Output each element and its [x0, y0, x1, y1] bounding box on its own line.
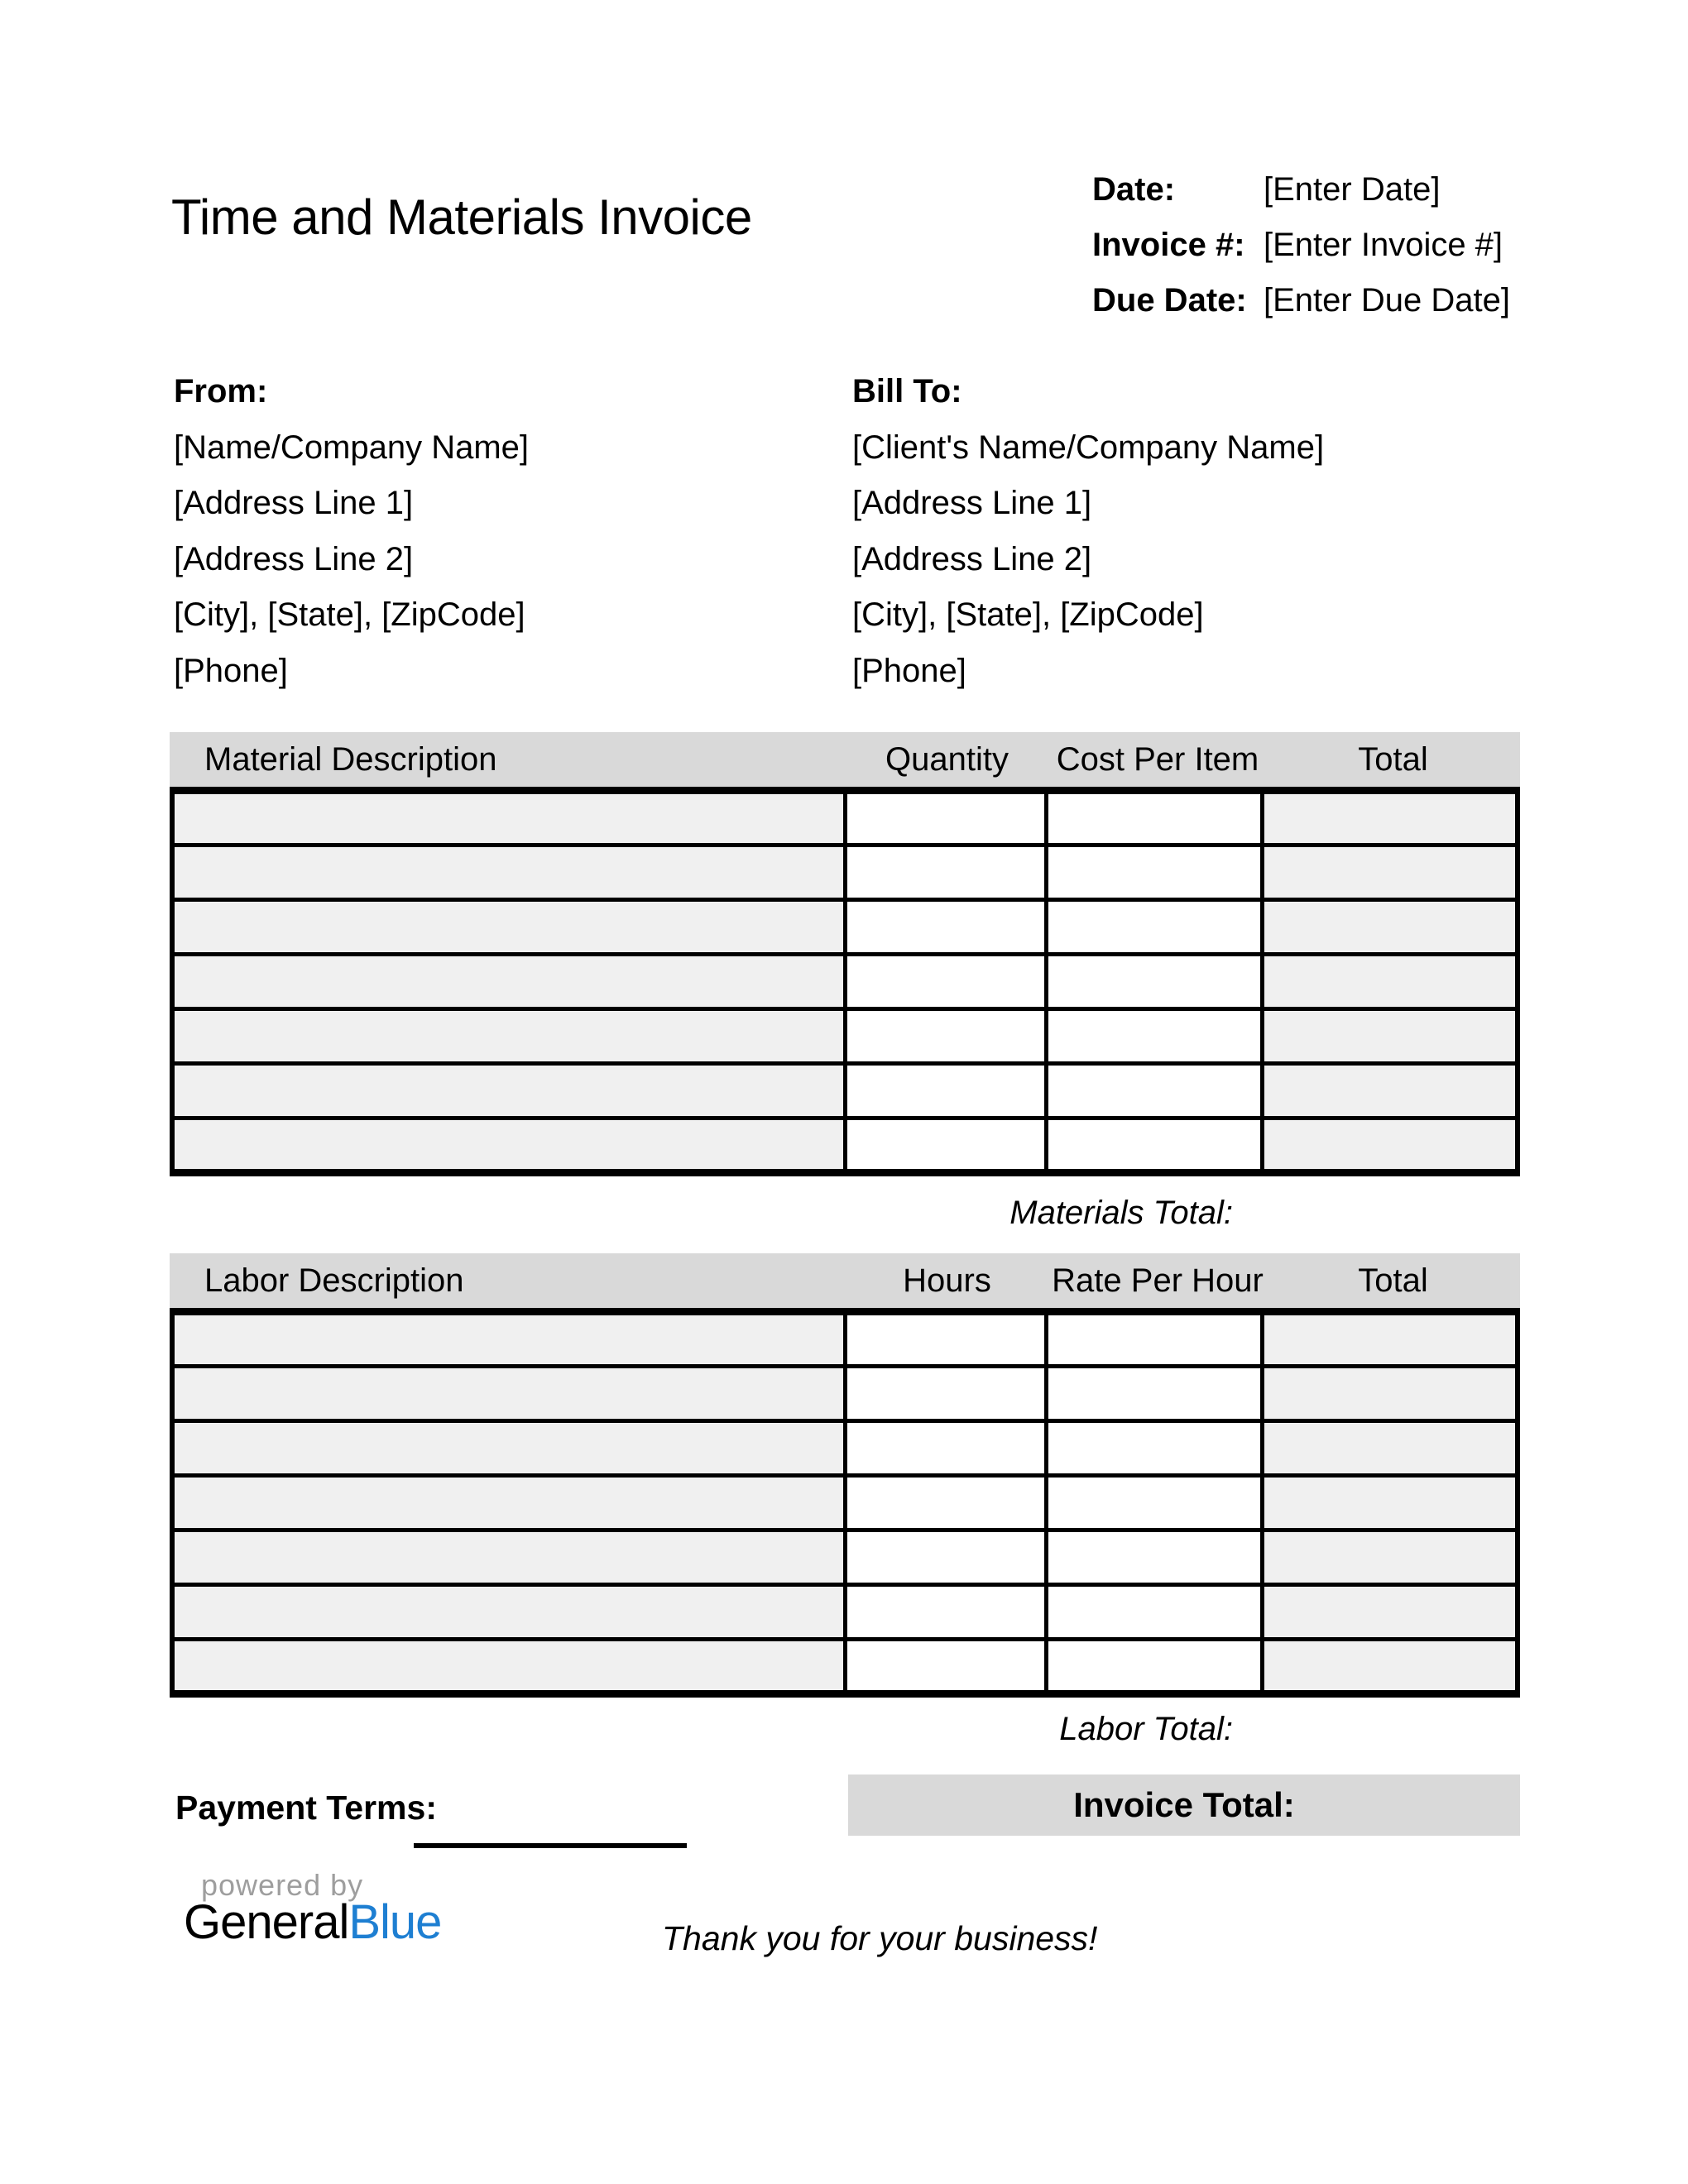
- due-date-field[interactable]: [Enter Due Date]: [1264, 282, 1510, 318]
- payment-terms-label: Payment Terms:: [175, 1788, 437, 1827]
- table-cell[interactable]: [845, 1640, 1047, 1694]
- table-cell[interactable]: [1262, 1312, 1518, 1367]
- table-cell[interactable]: [172, 845, 845, 900]
- table-cell[interactable]: [1047, 1312, 1262, 1367]
- invoice-total-box[interactable]: [848, 1774, 1520, 1836]
- column-header-material-description: Material Description: [204, 740, 497, 778]
- table-row: [172, 1118, 1518, 1173]
- meta-row-date: [1092, 162, 1622, 218]
- invoice-total-label: Invoice Total:: [1073, 1785, 1295, 1824]
- table-row: [172, 1476, 1518, 1530]
- materials-grid: [170, 787, 1520, 1176]
- table-cell[interactable]: [845, 1118, 1047, 1173]
- table-cell[interactable]: [172, 1476, 845, 1530]
- payment-terms-fill-line[interactable]: [414, 1843, 687, 1848]
- labor-table: [170, 1253, 1520, 1698]
- table-cell[interactable]: [1047, 1640, 1262, 1694]
- labor-table-header: [170, 1253, 1520, 1308]
- table-cell[interactable]: [845, 1064, 1047, 1118]
- table-cell[interactable]: [1262, 1009, 1518, 1064]
- table-cell[interactable]: [845, 955, 1047, 1009]
- meta-row-due-date: [1092, 273, 1622, 328]
- column-header-quantity: Quantity: [885, 740, 1009, 778]
- table-cell[interactable]: [172, 1312, 845, 1367]
- table-cell[interactable]: [1262, 1421, 1518, 1476]
- table-cell[interactable]: [172, 1585, 845, 1640]
- table-cell[interactable]: [1262, 955, 1518, 1009]
- table-cell[interactable]: [1047, 791, 1262, 845]
- labor-grid: [170, 1308, 1520, 1698]
- table-cell[interactable]: [845, 1476, 1047, 1530]
- table-cell[interactable]: [845, 1421, 1047, 1476]
- table-cell[interactable]: [1262, 1640, 1518, 1694]
- table-cell[interactable]: [1047, 1421, 1262, 1476]
- invoice-meta: [1092, 162, 1622, 328]
- table-row: [172, 845, 1518, 900]
- bill-to-address1-field[interactable]: [Address Line 1]: [852, 485, 1092, 522]
- bill-to-address2-field[interactable]: [Address Line 2]: [852, 540, 1092, 577]
- table-cell[interactable]: [1262, 791, 1518, 845]
- column-header-rate-per-hour: Rate Per Hour: [1052, 1262, 1264, 1299]
- from-phone-field[interactable]: [Phone]: [174, 652, 288, 689]
- table-cell[interactable]: [845, 1367, 1047, 1421]
- general-blue-logo: [184, 1894, 441, 1950]
- table-cell[interactable]: [1047, 1585, 1262, 1640]
- table-row: [172, 1009, 1518, 1064]
- powered-by-text: powered by: [201, 1868, 364, 1902]
- meta-row-invoice-number: [1092, 218, 1622, 273]
- table-row: [172, 955, 1518, 1009]
- labor-total-label: Labor Total:: [1059, 1711, 1233, 1747]
- from-city-state-zip-field[interactable]: [City], [State], [ZipCode]: [174, 596, 525, 634]
- table-row: [172, 1064, 1518, 1118]
- from-block: [174, 364, 827, 699]
- table-cell[interactable]: [1262, 1476, 1518, 1530]
- table-cell[interactable]: [172, 1530, 845, 1585]
- table-cell[interactable]: [845, 845, 1047, 900]
- table-cell[interactable]: [1262, 900, 1518, 955]
- table-cell[interactable]: [845, 1585, 1047, 1640]
- table-cell[interactable]: [1047, 955, 1262, 1009]
- table-row: [172, 1312, 1518, 1367]
- bill-to-name-field[interactable]: [Client's Name/Company Name]: [852, 429, 1325, 466]
- table-cell[interactable]: [845, 900, 1047, 955]
- from-name-field[interactable]: [Name/Company Name]: [174, 429, 530, 466]
- thank-you-message: Thank you for your business!: [662, 1919, 1098, 1957]
- page-title: Time and Materials Invoice: [171, 189, 752, 245]
- table-cell[interactable]: [845, 791, 1047, 845]
- table-cell[interactable]: [845, 1312, 1047, 1367]
- materials-table: [170, 732, 1520, 1176]
- table-cell[interactable]: [1047, 1009, 1262, 1064]
- bill-to-heading: Bill To:: [852, 373, 962, 410]
- table-row: [172, 900, 1518, 955]
- table-cell[interactable]: [172, 1421, 845, 1476]
- invoice-number-field[interactable]: [Enter Invoice #]: [1264, 227, 1503, 263]
- table-cell[interactable]: [1047, 845, 1262, 900]
- table-row: [172, 1640, 1518, 1694]
- table-row: [172, 1585, 1518, 1640]
- bill-to-block: [852, 364, 1506, 699]
- table-cell[interactable]: [1047, 1064, 1262, 1118]
- table-cell[interactable]: [172, 1009, 845, 1064]
- column-header-cost-per-item: Cost Per Item: [1056, 740, 1259, 778]
- table-cell[interactable]: [1262, 1530, 1518, 1585]
- date-label: Date:: [1092, 171, 1176, 208]
- table-row: [172, 1530, 1518, 1585]
- table-cell[interactable]: [1262, 1064, 1518, 1118]
- column-header-labor-description: Labor Description: [204, 1262, 464, 1299]
- materials-total-label: Materials Total:: [1009, 1195, 1233, 1231]
- logo-text-blue: Blue: [348, 1895, 442, 1949]
- table-cell[interactable]: [172, 1064, 845, 1118]
- due-date-label: Due Date:: [1092, 282, 1247, 318]
- table-row: [172, 1367, 1518, 1421]
- from-address1-field[interactable]: [Address Line 1]: [174, 485, 414, 522]
- table-cell[interactable]: [1262, 1118, 1518, 1173]
- table-cell[interactable]: [172, 791, 845, 845]
- bill-to-city-state-zip-field[interactable]: [City], [State], [ZipCode]: [852, 596, 1204, 634]
- date-field[interactable]: [Enter Date]: [1264, 171, 1441, 208]
- table-cell[interactable]: [172, 1118, 845, 1173]
- table-cell[interactable]: [172, 1367, 845, 1421]
- table-cell[interactable]: [1262, 1585, 1518, 1640]
- materials-table-header: [170, 732, 1520, 787]
- table-cell[interactable]: [172, 1640, 845, 1694]
- logo-text-general: General: [184, 1895, 349, 1949]
- from-heading: From:: [174, 373, 268, 410]
- from-address2-field[interactable]: [Address Line 2]: [174, 540, 414, 577]
- table-cell[interactable]: [172, 900, 845, 955]
- table-cell[interactable]: [1047, 1530, 1262, 1585]
- table-cell[interactable]: [845, 1530, 1047, 1585]
- table-cell[interactable]: [1262, 845, 1518, 900]
- table-cell[interactable]: [1047, 1118, 1262, 1173]
- table-cell[interactable]: [1262, 1367, 1518, 1421]
- column-header-total: Total: [1358, 740, 1428, 778]
- invoice-number-label: Invoice #:: [1092, 227, 1245, 263]
- column-header-total: Total: [1358, 1262, 1428, 1299]
- table-cell[interactable]: [845, 1009, 1047, 1064]
- table-cell[interactable]: [1047, 1476, 1262, 1530]
- table-row: [172, 1421, 1518, 1476]
- table-cell[interactable]: [172, 955, 845, 1009]
- table-row: [172, 791, 1518, 845]
- table-cell[interactable]: [1047, 1367, 1262, 1421]
- table-cell[interactable]: [1047, 900, 1262, 955]
- bill-to-phone-field[interactable]: [Phone]: [852, 652, 966, 689]
- column-header-hours: Hours: [903, 1262, 991, 1299]
